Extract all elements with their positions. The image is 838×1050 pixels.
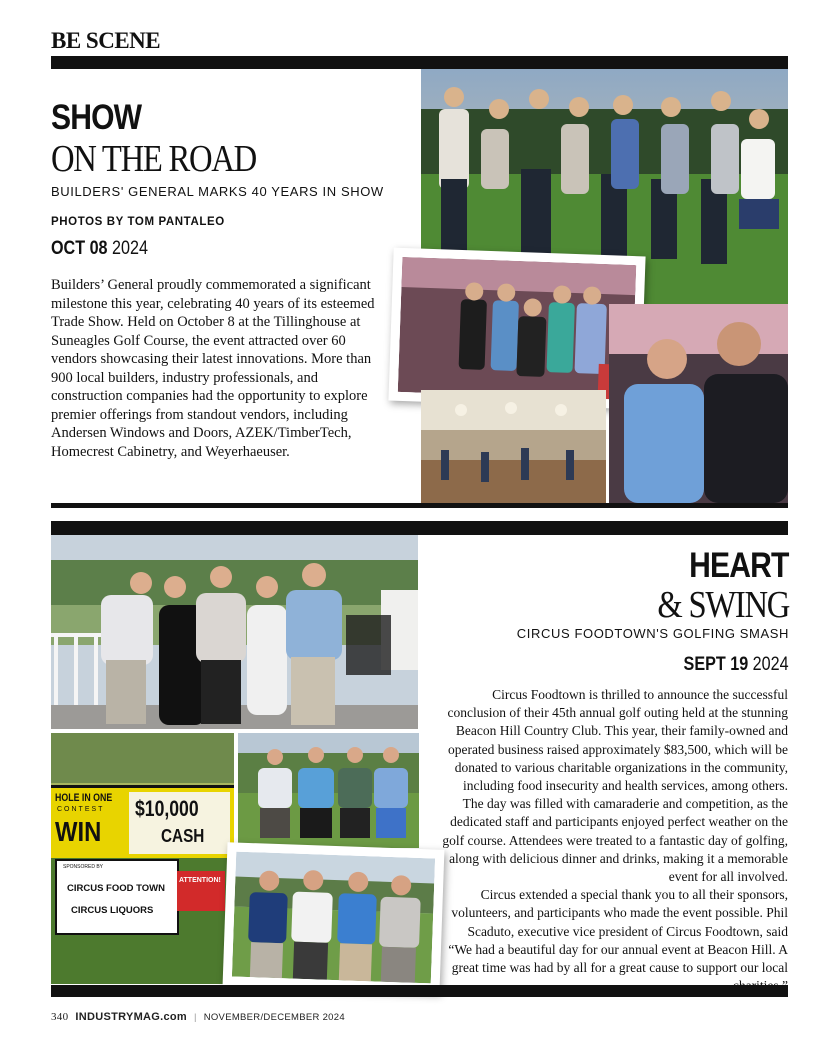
foursome-1-image	[238, 733, 419, 848]
story2-date	[684, 654, 789, 676]
story1-body: Builders’ General proudly commemorated a significant milestone this year, celebrating 40 years of its esteemed Trade Show. Held on October 8 at the Tillinghouse at Suneagles Golf Course, the event attracted over 60 vendors showcasing their latest innovations. More than 900 local builders, industry professionals, and construction companies had the opportunity to explore premier offerings from standout vendors, including Andersen Windows and Doors, AZEK/TimberTech, Homecrest Cabinetry, and Weyerhaeuser.	[51, 277, 375, 460]
photo-credit: PHOTOS BY TOM PANTALEO	[51, 216, 225, 228]
story1-bottom-rule	[51, 503, 788, 508]
sponsored-by-label: SPONSORED BY	[63, 864, 104, 870]
foursome-2-image	[232, 852, 435, 984]
foursome-2-polaroid	[223, 842, 445, 992]
story1-date-year: 2024	[112, 238, 148, 259]
story2-body-paragraph-1: Circus Foodtown is thrilled to announce the successful conclusion of their 45th annual golf outing held at the stunning Beacon Hill Country Club. This year, their family-owned and operated business raised approximately $83,500, which will be donated to various charitable organizations in the community, including food insecurity and health services, among others. The day was filled with camaraderie and competition, as the dedicated staff and participants enjoyed perfect weather on the golf course. Attendees were treated to a fantastic day of golfing, along with delicious dinner and drinks, making it a memorable event for all involved.	[442, 687, 788, 885]
sign-win: WIN	[55, 816, 102, 847]
foursome-1-photo	[238, 733, 419, 848]
story2-body	[442, 686, 788, 995]
issue-date: NOVEMBER/DECEMBER 2024	[203, 1012, 345, 1023]
story1-date-day: OCT 08	[51, 238, 108, 259]
story2-subhead: CIRCUS FOODTOWN'S GOLFING SMASH	[516, 626, 789, 641]
story1-subhead: BUILDERS' GENERAL MARKS 40 YEARS IN SHOW	[51, 184, 384, 199]
page-number: 340	[51, 1011, 69, 1023]
sponsor-circus-liquors: CIRCUS LIQUORS	[71, 905, 154, 916]
story2-body-paragraph-2: Circus extended a special thank you to all their sponsors, volunteers, and participants who made the event possible. Phil Scaduto, executive vice president of Circus Foodtown, said “We had a beautiful day for our annual event at Beacon Hill. A great time was had by all for a great cause to support our local	[448, 887, 788, 976]
footer-separator: |	[193, 1012, 197, 1023]
two-men-photo	[609, 304, 788, 503]
story2-headline-line1: HEART	[689, 546, 789, 585]
hole-in-one-sign	[51, 785, 234, 858]
vendor-photo-polaroid	[388, 248, 645, 410]
sign-contest: CONTEST	[57, 806, 105, 813]
story2-date-year: 2024	[753, 654, 789, 675]
story1-date	[51, 238, 148, 260]
attention-label: ATTENTION!	[179, 877, 221, 884]
magazine-name: INDUSTRYMAG.com	[75, 1011, 188, 1023]
two-men-image	[609, 304, 788, 503]
sign-cash: CASH	[161, 826, 205, 846]
hole-in-one-sign-photo	[51, 733, 234, 984]
deck-group-image	[51, 535, 418, 729]
sponsor-panel	[55, 859, 179, 935]
sign-hole-in-one: HOLE IN ONE	[55, 792, 113, 804]
bottom-rule	[51, 985, 788, 997]
top-rule	[51, 56, 788, 69]
page-footer	[51, 1011, 345, 1023]
story1-headline-line2: ON THE ROAD	[51, 138, 256, 180]
story2-date-day: SEPT 19	[683, 654, 749, 675]
story2-top-rule	[51, 521, 788, 535]
sign-cash-panel	[129, 792, 230, 854]
sponsor-circus-food-town: CIRCUS FOOD TOWN	[67, 883, 165, 894]
attention-sign	[177, 871, 225, 911]
story1-headline-line1: SHOW	[51, 98, 142, 137]
story2-headline-line2: & SWING	[657, 584, 789, 626]
vendor-photo-image	[398, 257, 637, 400]
tradeshow-hall-image	[421, 390, 606, 503]
deck-group-photo	[51, 535, 418, 729]
sign-amount: $10,000	[135, 796, 199, 821]
tradeshow-hall-photo	[421, 390, 606, 503]
section-title: BE SCENE	[51, 28, 161, 53]
